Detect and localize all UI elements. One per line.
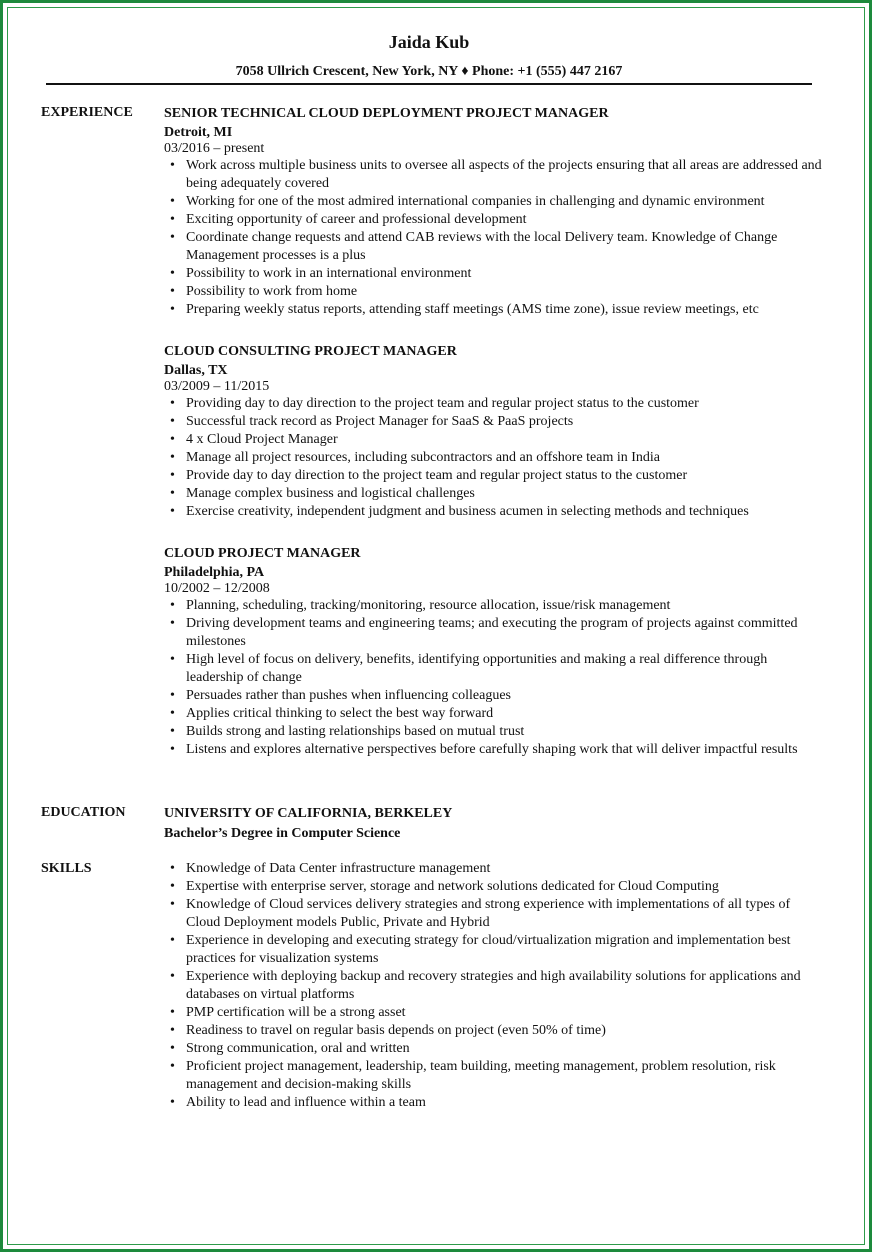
experience-heading: EXPERIENCE: [41, 105, 133, 120]
job-title: SENIOR TECHNICAL CLOUD DEPLOYMENT PROJECT MANAGER: [164, 106, 609, 121]
job-bullets: [164, 597, 824, 759]
list-item: • Exercise creativity, independent judgment and business acumen in selecting methods and techniques: [164, 503, 824, 521]
list-item: • Providing day to day direction to the project team and regular project status to the customer: [164, 395, 824, 413]
list-item: • Knowledge of Data Center infrastructure management: [164, 860, 824, 878]
job-3: [164, 545, 824, 759]
candidate-name: Jaida Kub: [388, 32, 470, 52]
school-name: UNIVERSITY OF CALIFORNIA, BERKELEY: [164, 806, 453, 821]
header-divider: [46, 83, 812, 85]
degree: Bachelor’s Degree in Computer Science: [164, 826, 401, 841]
job-location: Dallas, TX: [164, 363, 228, 378]
job-dates: 03/2009 – 11/2015: [164, 379, 270, 394]
list-item: • 4 x Cloud Project Manager: [164, 431, 824, 449]
list-item: • Planning, scheduling, tracking/monitoring, resource allocation, issue/risk management: [164, 597, 824, 615]
list-item: • Experience in developing and executing strategy for cloud/virtualization migration and implementation best practices for visualization systems: [164, 932, 824, 968]
skills-block: [164, 860, 824, 1112]
job-dates: 10/2002 – 12/2008: [164, 581, 270, 596]
job-1: [164, 105, 824, 319]
list-item: • Work across multiple business units to oversee all aspects of the projects ensuring that all areas are addressed and being adequately covered: [164, 157, 824, 193]
list-item: • Strong communication, oral and written: [164, 1040, 824, 1058]
list-item: • Exciting opportunity of career and professional development: [164, 211, 824, 229]
list-item: • Listens and explores alternative perspectives before carefully shaping work that will deliver impactful results: [164, 741, 824, 759]
list-item: • Possibility to work in an international environment: [164, 265, 824, 283]
list-item: • Proficient project management, leadership, team building, meeting management, problem resolution, risk management and decision-making skills: [164, 1058, 824, 1094]
list-item: • Applies critical thinking to select the best way forward: [164, 705, 824, 723]
job-location: Philadelphia, PA: [164, 565, 265, 580]
list-item: • Possibility to work from home: [164, 283, 824, 301]
list-item: • Coordinate change requests and attend CAB reviews with the local Delivery team. Knowledge of Change Management processes is a plus: [164, 229, 824, 265]
list-item: • Driving development teams and engineering teams; and executing the program of projects against committed milestones: [164, 615, 824, 651]
list-item: • Preparing weekly status reports, attending staff meetings (AMS time zone), issue review meetings, etc: [164, 301, 824, 319]
list-item: • Knowledge of Cloud services delivery strategies and strong experience with implementations of all types of Cloud Deployment models Public, Private and Hybrid: [164, 896, 824, 932]
list-item: • High level of focus on delivery, benefits, identifying opportunities and making a real difference through leadership of change: [164, 651, 824, 687]
job-title: CLOUD PROJECT MANAGER: [164, 546, 361, 561]
job-location: Detroit, MI: [164, 125, 233, 140]
skills-list: [164, 860, 824, 1112]
list-item: • Expertise with enterprise server, storage and network solutions dedicated for Cloud Computing: [164, 878, 824, 896]
list-item: • Ability to lead and influence within a team: [164, 1094, 824, 1112]
job-bullets: [164, 395, 824, 521]
job-bullets: [164, 157, 824, 319]
list-item: • Manage complex business and logistical challenges: [164, 485, 824, 503]
job-title: CLOUD CONSULTING PROJECT MANAGER: [164, 344, 457, 359]
list-item: • Builds strong and lasting relationships based on mutual trust: [164, 723, 824, 741]
list-item: • Experience with deploying backup and recovery strategies and high availability solutions for applications and databases on virtual platforms: [164, 968, 824, 1004]
education-block: [164, 805, 824, 845]
education-heading: EDUCATION: [41, 805, 126, 820]
list-item: • Readiness to travel on regular basis depends on project (even 50% of time): [164, 1022, 824, 1040]
contact-line: 7058 Ullrich Crescent, New York, NY ♦ Phone: +1 (555) 447 2167: [235, 64, 623, 79]
list-item: • Successful track record as Project Manager for SaaS & PaaS projects: [164, 413, 824, 431]
list-item: • Working for one of the most admired international companies in challenging and dynamic environment: [164, 193, 824, 211]
list-item: • Persuades rather than pushes when influencing colleagues: [164, 687, 824, 705]
list-item: • Provide day to day direction to the project team and regular project status to the customer: [164, 467, 824, 485]
list-item: • PMP certification will be a strong asset: [164, 1004, 824, 1022]
job-dates: 03/2016 – present: [164, 141, 265, 156]
skills-heading: SKILLS: [41, 861, 92, 876]
job-2: [164, 343, 824, 521]
list-item: • Manage all project resources, including subcontractors and an offshore team in India: [164, 449, 824, 467]
